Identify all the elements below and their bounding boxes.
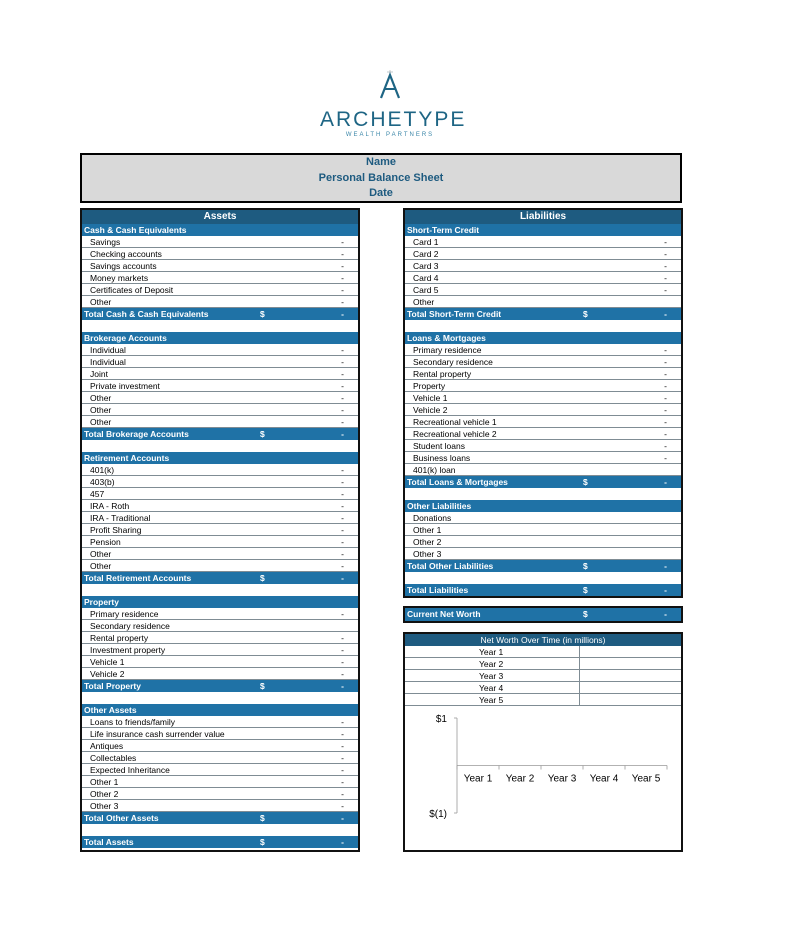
other-liab-item <box>405 548 681 560</box>
loans-item-label: Property <box>413 381 446 391</box>
retirement-item-value[interactable]: - <box>341 561 344 571</box>
retirement-item <box>82 548 358 560</box>
other-liab-item-label: Other 1 <box>413 525 442 535</box>
archetype-a-icon <box>377 70 403 100</box>
loans-item-label: Secondary residence <box>413 357 493 367</box>
cash-item-label: Money markets <box>90 273 149 283</box>
brokerage-total-value[interactable]: - <box>341 429 344 439</box>
year-value-cell[interactable] <box>579 694 680 705</box>
liabilities-title: Liabilities <box>405 210 681 224</box>
retirement-item-label: Other <box>90 549 112 559</box>
retirement-item-label: Profit Sharing <box>90 525 142 535</box>
brokerage-item-label: Other <box>90 393 112 403</box>
year-value-cell[interactable] <box>579 658 680 669</box>
cash-item <box>82 284 358 296</box>
year-row <box>405 670 681 682</box>
current-net-worth <box>405 608 681 621</box>
loans-item-label: Vehicle 1 <box>413 393 448 403</box>
year-label: Year 1 <box>479 647 504 657</box>
cash-item-label: Savings accounts <box>90 261 157 271</box>
x-tick-label: Year 2 <box>505 773 535 785</box>
loans-item <box>405 428 681 440</box>
retirement-total-label: Total Retirement Accounts <box>84 573 192 583</box>
loans-item <box>405 440 681 452</box>
other-assets-item <box>82 740 358 752</box>
total-assets-value[interactable]: - <box>341 837 344 847</box>
other-liab-item-label: Donations <box>413 513 452 523</box>
cash-item-value[interactable]: - <box>341 237 344 247</box>
other-assets-total-value[interactable]: - <box>341 813 344 823</box>
brokerage-item <box>82 380 358 392</box>
other-liab-item <box>405 536 681 548</box>
short-term-item-label: Card 3 <box>413 261 439 271</box>
brokerage-item-label: Joint <box>90 369 108 379</box>
brokerage-item <box>82 404 358 416</box>
loans-item <box>405 368 681 380</box>
brokerage-heading-label: Brokerage Accounts <box>84 333 167 343</box>
year-label: Year 5 <box>479 695 504 705</box>
retirement-total-dollar: $ <box>260 573 265 583</box>
net-worth-dollar: $ <box>583 609 588 619</box>
brokerage-item <box>82 344 358 356</box>
loans-item-value[interactable]: - <box>664 405 667 415</box>
retirement-item <box>82 500 358 512</box>
other-liab-item-label: Other 2 <box>413 537 442 547</box>
other-assets-item <box>82 764 358 776</box>
logo-brand-text: ARCHETYPE <box>320 108 467 131</box>
property-item-value[interactable]: - <box>341 669 344 679</box>
liabilities-panel <box>403 208 683 598</box>
short-term-item-value[interactable]: - <box>664 261 667 271</box>
retirement-item <box>82 488 358 500</box>
loans-item <box>405 404 681 416</box>
retirement-item-value[interactable]: - <box>341 549 344 559</box>
property-total-label: Total Property <box>84 681 141 691</box>
property-item-value[interactable]: - <box>341 657 344 667</box>
brokerage-item-label: Individual <box>90 345 126 355</box>
assets-gap <box>82 440 358 452</box>
short-term-item-label: Card 5 <box>413 285 439 295</box>
loans-heading-label: Loans & Mortgages <box>407 333 486 343</box>
other-assets-item <box>82 716 358 728</box>
other-assets-item <box>82 752 358 764</box>
year-value-cell[interactable] <box>579 670 680 681</box>
year-value-cell[interactable] <box>579 682 680 693</box>
year-label: Year 4 <box>479 683 504 693</box>
year-row <box>405 658 681 670</box>
assets-gap <box>82 824 358 836</box>
cash-item <box>82 260 358 272</box>
property-item-value[interactable]: - <box>341 633 344 643</box>
cash-item <box>82 236 358 248</box>
cash-item-value[interactable]: - <box>341 249 344 259</box>
retirement-item <box>82 536 358 548</box>
property-heading-label: Property <box>84 597 119 607</box>
property-item <box>82 620 358 632</box>
property-heading <box>82 596 358 608</box>
short-term-item <box>405 236 681 248</box>
short-term-item-label: Card 2 <box>413 249 439 259</box>
short-term-item-value[interactable]: - <box>664 237 667 247</box>
loans-item-value[interactable]: - <box>664 381 667 391</box>
loans-item-value[interactable]: - <box>664 429 667 439</box>
x-tick-label: Year 1 <box>463 773 493 785</box>
loans-item <box>405 344 681 356</box>
property-item <box>82 668 358 680</box>
total-assets-label: Total Assets <box>84 837 134 847</box>
brokerage-item-value[interactable]: - <box>341 357 344 367</box>
other-assets-item-label: Expected Inheritance <box>90 765 170 775</box>
short-term-item-label: Card 4 <box>413 273 439 283</box>
net-worth-over-time-title: Net Worth Over Time (in millions) <box>405 634 681 646</box>
archetype-logo <box>320 70 467 145</box>
retirement-total <box>82 572 358 584</box>
other-liab-heading-label: Other Liabilities <box>407 501 472 511</box>
total-assets-dollar: $ <box>260 837 265 847</box>
loans-heading <box>405 332 681 344</box>
year-label: Year 3 <box>479 671 504 681</box>
other-assets-item-value[interactable]: - <box>341 777 344 787</box>
other-assets-item-value[interactable]: - <box>341 717 344 727</box>
loans-total-label: Total Loans & Mortgages <box>407 477 508 487</box>
short-term-item <box>405 296 681 308</box>
net-worth-value[interactable]: - <box>664 609 667 619</box>
short-term-item <box>405 272 681 284</box>
retirement-item <box>82 524 358 536</box>
loans-item <box>405 416 681 428</box>
year-label: Year 2 <box>479 659 504 669</box>
cash-total-dollar: $ <box>260 309 265 319</box>
property-total <box>82 680 358 692</box>
cash-item <box>82 248 358 260</box>
retirement-item-label: 457 <box>90 489 105 499</box>
other-assets-item-label: Other 2 <box>90 789 119 799</box>
retirement-item-value[interactable]: - <box>341 465 344 475</box>
short-term-item-label: Other <box>413 297 435 307</box>
retirement-item-label: Other <box>90 561 112 571</box>
other-assets-item <box>82 800 358 812</box>
loans-item-label: Vehicle 2 <box>413 405 448 415</box>
short-term-item <box>405 248 681 260</box>
other-assets-item-label: Life insurance cash surrender value <box>90 729 225 739</box>
brokerage-item-value[interactable]: - <box>341 369 344 379</box>
header-name[interactable]: Name <box>366 156 396 168</box>
property-item-label: Primary residence <box>90 609 159 619</box>
retirement-total-value[interactable]: - <box>341 573 344 583</box>
loans-item-label: 401(k) loan <box>413 465 456 475</box>
loans-total <box>405 476 681 488</box>
other-assets-heading <box>82 704 358 716</box>
other-assets-item <box>82 728 358 740</box>
current-net-worth-row <box>403 606 683 623</box>
year-value-cell[interactable] <box>579 646 680 657</box>
short-term-total-dollar: $ <box>583 309 588 319</box>
other-liab-item-label: Other 3 <box>413 549 442 559</box>
brokerage-item <box>82 356 358 368</box>
loans-item-label: Rental property <box>413 369 472 379</box>
retirement-item-value[interactable]: - <box>341 501 344 511</box>
property-total-value[interactable]: - <box>341 681 344 691</box>
property-total-dollar: $ <box>260 681 265 691</box>
total-liabilities <box>405 584 681 596</box>
property-item <box>82 644 358 656</box>
net-worth-chart <box>405 708 681 849</box>
net-worth-label: Current Net Worth <box>407 609 481 619</box>
other-assets-item-value[interactable]: - <box>341 729 344 739</box>
cash-item <box>82 296 358 308</box>
property-item-value[interactable]: - <box>341 645 344 655</box>
other-assets-total-label: Total Other Assets <box>84 813 159 823</box>
other-liab-total-label: Total Other Liabilities <box>407 561 494 571</box>
brokerage-item-value[interactable]: - <box>341 381 344 391</box>
short-term-item <box>405 284 681 296</box>
brokerage-item-label: Other <box>90 417 112 427</box>
retirement-item-label: IRA - Roth <box>90 501 130 511</box>
total-liabilities-dollar: $ <box>583 585 588 595</box>
other-liab-total-value[interactable]: - <box>664 561 667 571</box>
brokerage-item <box>82 368 358 380</box>
brokerage-total <box>82 428 358 440</box>
loans-item-value[interactable]: - <box>664 369 667 379</box>
assets-gap <box>82 320 358 332</box>
brokerage-item <box>82 416 358 428</box>
retirement-item-label: 401(k) <box>90 465 115 475</box>
brokerage-item-label: Other <box>90 405 112 415</box>
property-item-label: Rental property <box>90 633 149 643</box>
short-term-item-value[interactable]: - <box>664 273 667 283</box>
retirement-item-value[interactable]: - <box>341 537 344 547</box>
brokerage-total-dollar: $ <box>260 429 265 439</box>
property-item-value[interactable]: - <box>341 609 344 619</box>
brokerage-total-label: Total Brokerage Accounts <box>84 429 189 439</box>
cash-total-label: Total Cash & Cash Equivalents <box>84 309 209 319</box>
brokerage-item-label: Individual <box>90 357 126 367</box>
other-assets-item-value[interactable]: - <box>341 765 344 775</box>
assets-panel <box>80 208 360 852</box>
year-row <box>405 682 681 694</box>
other-assets-item <box>82 788 358 800</box>
other-assets-item-label: Other 1 <box>90 777 119 787</box>
brokerage-item <box>82 392 358 404</box>
total-liabilities-label: Total Liabilities <box>407 585 469 595</box>
property-item <box>82 632 358 644</box>
loans-item-label: Recreational vehicle 1 <box>413 417 497 427</box>
loans-item <box>405 392 681 404</box>
x-tick-label: Year 4 <box>589 773 619 785</box>
short-term-heading <box>405 224 681 236</box>
liab-gap <box>405 572 681 584</box>
other-assets-item-label: Loans to friends/family <box>90 717 176 727</box>
brokerage-item-label: Private investment <box>90 381 160 391</box>
liab-gap <box>405 320 681 332</box>
other-assets-item-value[interactable]: - <box>341 753 344 763</box>
assets-gap <box>82 584 358 596</box>
retirement-heading <box>82 452 358 464</box>
short-term-total <box>405 308 681 320</box>
other-assets-item-label: Antiques <box>90 741 124 751</box>
brokerage-item-value[interactable]: - <box>341 417 344 427</box>
loans-item-value[interactable]: - <box>664 357 667 367</box>
short-term-total-value[interactable]: - <box>664 309 667 319</box>
brokerage-item-value[interactable]: - <box>341 405 344 415</box>
cash-item-value[interactable]: - <box>341 297 344 307</box>
y-tick-label: $(1) <box>429 809 447 820</box>
other-liab-total <box>405 560 681 572</box>
short-term-item-value[interactable]: - <box>664 285 667 295</box>
net-worth-year-table <box>405 646 681 706</box>
other-assets-item-value[interactable]: - <box>341 789 344 799</box>
loans-item <box>405 452 681 464</box>
other-assets-total-dollar: $ <box>260 813 265 823</box>
net-worth-over-time <box>403 632 683 852</box>
brokerage-item-value[interactable]: - <box>341 393 344 403</box>
year-row <box>405 694 681 706</box>
loans-item <box>405 356 681 368</box>
cash-heading <box>82 224 358 236</box>
retirement-item-label: Pension <box>90 537 121 547</box>
other-assets-item-value[interactable]: - <box>341 741 344 751</box>
assets-title: Assets <box>82 210 358 224</box>
loans-item-label: Primary residence <box>413 345 482 355</box>
cash-item <box>82 272 358 284</box>
retirement-item-label: IRA - Traditional <box>90 513 151 523</box>
assets-gap <box>82 692 358 704</box>
retirement-item <box>82 476 358 488</box>
header-title: Personal Balance Sheet <box>318 171 444 184</box>
logo-tagline: WEALTH PARTNERS <box>345 132 435 138</box>
other-assets-heading-label: Other Assets <box>84 705 137 715</box>
retirement-item <box>82 512 358 524</box>
short-term-item-value[interactable]: - <box>664 249 667 259</box>
loans-item-value[interactable]: - <box>664 345 667 355</box>
loans-item <box>405 464 681 476</box>
cash-heading-label: Cash & Cash Equivalents <box>84 225 187 235</box>
other-assets-total <box>82 812 358 824</box>
other-assets-item <box>82 776 358 788</box>
brokerage-item-value[interactable]: - <box>341 345 344 355</box>
property-item <box>82 608 358 620</box>
retirement-item-value[interactable]: - <box>341 525 344 535</box>
property-item-label: Vehicle 2 <box>90 669 125 679</box>
cash-item-value[interactable]: - <box>341 273 344 283</box>
other-assets-item-value[interactable]: - <box>341 801 344 811</box>
liabilities-body <box>405 224 681 596</box>
cash-total <box>82 308 358 320</box>
cash-item-label: Checking accounts <box>90 249 162 259</box>
cash-item-label: Certificates of Deposit <box>90 285 174 295</box>
loans-item-label: Recreational vehicle 2 <box>413 429 497 439</box>
short-term-heading-label: Short-Term Credit <box>407 225 480 235</box>
y-tick-label: $1 <box>435 714 447 725</box>
loans-item-value[interactable]: - <box>664 393 667 403</box>
assets-body <box>82 224 358 848</box>
cash-item-value[interactable]: - <box>341 285 344 295</box>
header-date[interactable]: Date <box>369 187 393 199</box>
liab-gap <box>405 488 681 500</box>
short-term-total-label: Total Short-Term Credit <box>407 309 502 319</box>
other-assets-item-label: Other 3 <box>90 801 119 811</box>
year-row <box>405 646 681 658</box>
other-liab-heading <box>405 500 681 512</box>
retirement-item <box>82 560 358 572</box>
cash-total-value[interactable]: - <box>341 309 344 319</box>
other-liab-total-dollar: $ <box>583 561 588 571</box>
total-assets <box>82 836 358 848</box>
loans-total-value[interactable]: - <box>664 477 667 487</box>
property-item <box>82 656 358 668</box>
retirement-item-value[interactable]: - <box>341 489 344 499</box>
retirement-heading-label: Retirement Accounts <box>84 453 170 463</box>
retirement-item-value[interactable]: - <box>341 477 344 487</box>
x-tick-label: Year 5 <box>631 773 661 785</box>
loans-item-value[interactable]: - <box>664 453 667 463</box>
loans-total-dollar: $ <box>583 477 588 487</box>
total-liabilities-value[interactable]: - <box>664 585 667 595</box>
loans-item-value[interactable]: - <box>664 441 667 451</box>
cash-item-label: Savings <box>90 237 121 247</box>
loans-item-label: Business loans <box>413 453 471 463</box>
property-item-label: Secondary residence <box>90 621 170 631</box>
loans-item-value[interactable]: - <box>664 417 667 427</box>
other-liab-item <box>405 512 681 524</box>
loans-item-label: Student loans <box>413 441 465 451</box>
other-liab-item <box>405 524 681 536</box>
retirement-item <box>82 464 358 476</box>
retirement-item-label: 403(b) <box>90 477 115 487</box>
brokerage-heading <box>82 332 358 344</box>
short-term-item <box>405 260 681 272</box>
cash-item-label: Other <box>90 297 112 307</box>
short-term-item-label: Card 1 <box>413 237 439 247</box>
sheet-header <box>80 153 682 203</box>
retirement-item-value[interactable]: - <box>341 513 344 523</box>
x-tick-label: Year 3 <box>547 773 577 785</box>
property-item-label: Investment property <box>90 645 166 655</box>
loans-item <box>405 380 681 392</box>
other-assets-item-label: Collectables <box>90 753 137 763</box>
cash-item-value[interactable]: - <box>341 261 344 271</box>
property-item-label: Vehicle 1 <box>90 657 125 667</box>
